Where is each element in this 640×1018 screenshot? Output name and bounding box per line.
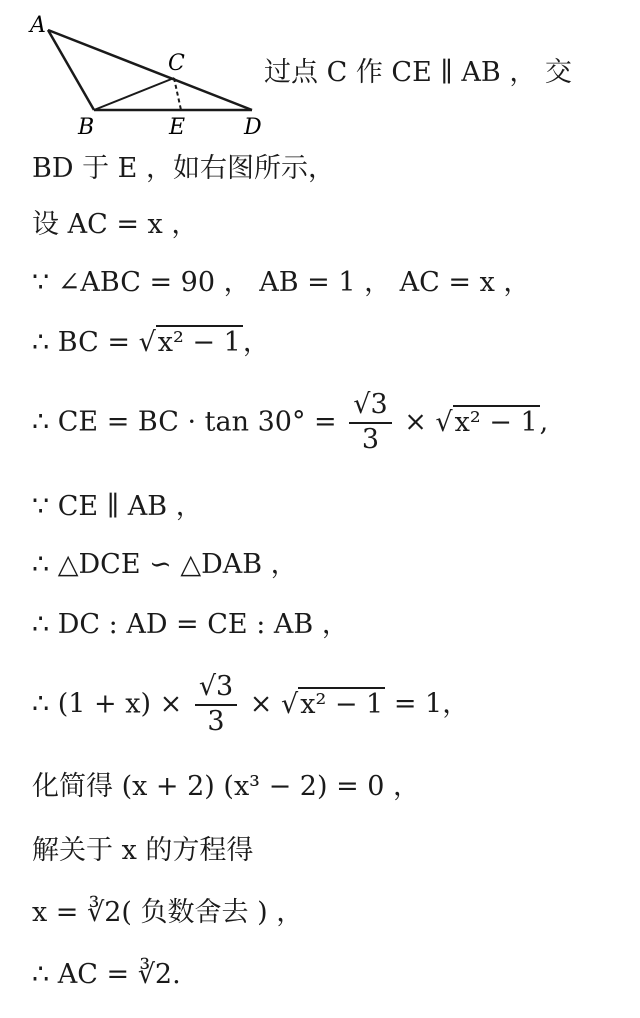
solution-line-6: ∴ CE = BC · tan 30° = $\frac{√3}{3}$ × √x² − 1, (32, 389, 549, 455)
solution-line-10: ∴ (1 + x) × $\frac{√3}{3}$ × √x² − 1 = 1， (32, 671, 470, 737)
label-e: E (169, 115, 186, 136)
solution-line-12: 解关于 x 的方程得 (32, 835, 254, 866)
solution-line-11: 化简得 (x + 2) (x³ − 2) = 0 ， (32, 771, 421, 802)
segment-bc (94, 78, 174, 110)
label-d: D (244, 115, 262, 136)
solution-line-4: ∵ ∠ABC = 90 ， AB = 1 ， AC = x ， (32, 267, 531, 298)
triangle-figure (26, 6, 276, 136)
solution-line-1: 过点 C 作 CE ∥ AB ， 交 (264, 57, 572, 88)
solution-line-2: BD 于 E ，如右图所示， (32, 153, 335, 184)
segment-ab (48, 30, 94, 110)
solution-line-14: ∴ AC = ∛2. (32, 959, 181, 990)
label-b: B (78, 115, 95, 136)
solution-line-7: ∵ CE ∥ AB ， (32, 491, 203, 522)
solution-line-3: 设 AC = x ， (32, 209, 199, 240)
segment-ad (48, 30, 252, 110)
solution-line-13: x = ∛2( 负数舍去 ) ， (32, 897, 304, 928)
label-a: A (30, 13, 46, 38)
solution-line-5: ∴ BC = √x² − 1， (32, 327, 270, 358)
solution-line-9: ∴ DC : AD = CE : AB ， (32, 609, 349, 640)
label-c: C (168, 51, 185, 76)
solution-line-8: ∴ △DCE ∽ △DAB ， (32, 549, 298, 580)
